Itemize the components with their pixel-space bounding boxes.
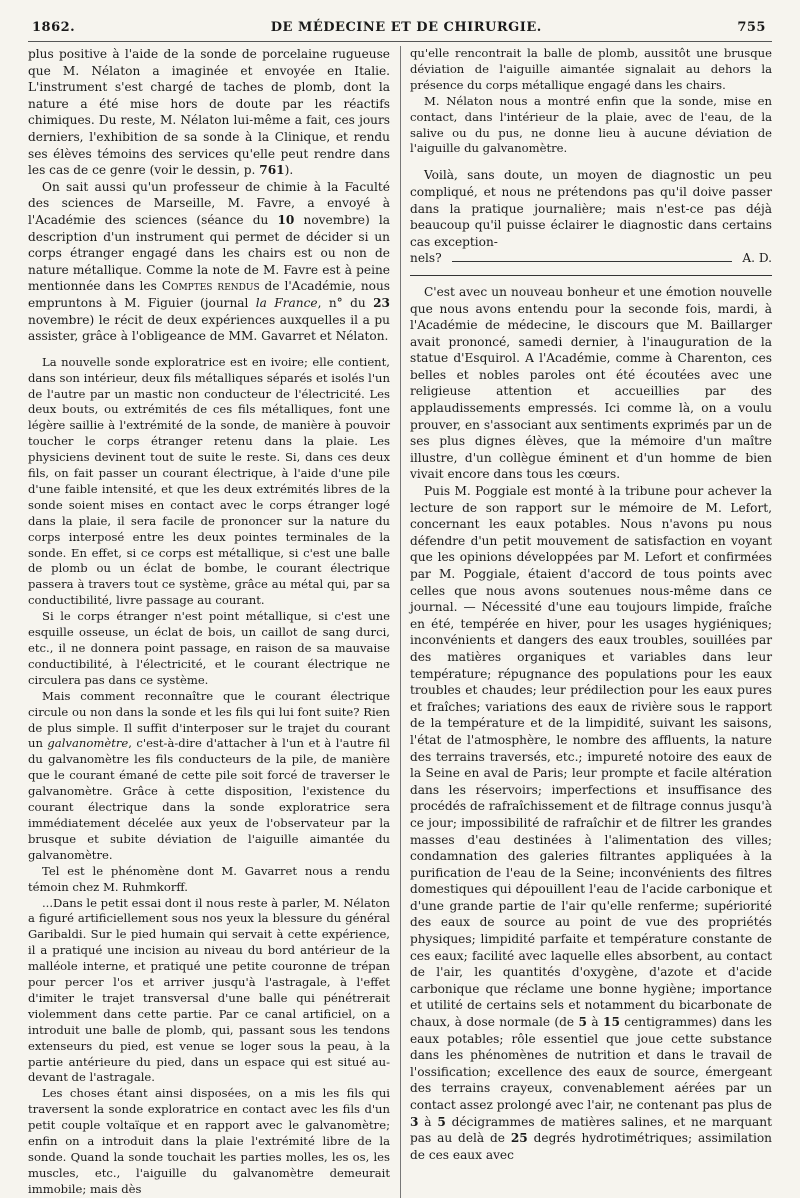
page-reference: 761 (259, 163, 285, 178)
left-paragraph-8: Les choses étant ainsi disposées, on a mis les fils qui traversent la sonde exploratrice en contact avec les fils d'un petit couple voltaïque et en rapport avec le galvanomètre; enfin on a introduit dans la plaie l'extrémité libre de la sonde. Quand la sonde touchait les parties molles, les os, les muscles, etc., l'aiguille du galvanomètre demeurait immobile; mais dès (28, 1086, 390, 1196)
section-rule (410, 275, 772, 276)
right-column (410, 46, 772, 1198)
number: 3 (410, 1114, 419, 1129)
text-run: ). (284, 163, 294, 178)
left-paragraph-6: Tel est le phénomène dont M. Gavarret nous a rendu témoin chez M. Ruhmkorff. (28, 863, 390, 894)
left-paragraph-5 (28, 689, 390, 864)
right-paragraph-4: C'est avec un nouveau bonheur et une émotion nouvelle que nous avons entendu pour la seconde fois, mardi, à l'Académie de médecine, le discours que M. Baillarger avait prononcé, samedi dernier, à l'inauguration de la statue d'Esquirol. A l'Académie, comme à Charenton, ces belles et nobles paroles ont été écoutées avec une religieuse attention et accueillies par des applaudissements empressés. Ici comme là, on a voulu prouver, en s'associant aux sentiments exprimés par un de ses plus dignes élèves, que la mémoire d'un maître illustre, d'un collègue éminent et d'un homme de bien vivait encore dans tous les cœurs. (410, 284, 772, 482)
text-run: novembre) la description d'un instrument qui permet de décider si un corps étranger engagé dans les chairs est ou non de nature métallique. Comme la note de M. Favre est à peine mentionnée dans les (28, 212, 390, 294)
right-paragraph-1: qu'elle rencontrait la balle de plomb, aussitôt une brusque déviation de l'aiguille aimantée signalait au dehors la présence du corps métallique engagé dans les chairs. (410, 46, 772, 92)
signature-lead: nels? (410, 251, 442, 266)
text-run: degrés hydrotimétriques; assimilation de ces eaux avec (410, 1131, 772, 1162)
term-galvanometre: galvanomètre (47, 736, 129, 751)
text-run: à (418, 1114, 438, 1129)
number: 25 (510, 1131, 528, 1146)
text-run: centigrammes) dans les eaux potables; rôle essentiel que joue cette substance dans les phénomènes de nutrition et dans le travail de l'ossification; excellence des eaux de source, émergeant des terrains crayeux, convenablement aérées par un contact assez prolongé avec l'air, ne contenant pas plus de (410, 1015, 772, 1112)
left-paragraph-1 (28, 46, 390, 179)
text-run: Mais comment reconnaître que le courant électrique circule ou non dans la sonde et les fils qui lui font suite? Rien de plus simple. Il suffit d'interposer sur le trajet du courant un (28, 688, 390, 751)
text-run: Puis M. Poggiale est monté à la tribune pour achever la lecture de son rapport sur le mémoire de M. Lefort, concernant les eaux potables. Nous n'avons pu nous défendre d'un petit mouvement de satisfaction en voyant que les opinions développées par M. Lefort et confirmées par M. Poggiale, étaient d'accord de tous points avec celles que nous avons soutenues nous-même dans ce journal. — Nécessité d'une eau toujours limpide, fraîche en été, tempérée en hiver, pour les usages hygiéniques; inconvénients et dangers des eaux troubles, souillées par des matières organiques et variables dans leur température; répugnance des populations pour les eaux troubles et chaudes; leur prédilection pour les eaux pures et fraîches; variations des eaux de rivière sous le rapport de la température et de la limpidité, suivant les saisons, l'état de l'atmosphère, le nombre des affluents, la nature des terrains traversés, etc.; impureté notoire des eaux de la Seine en aval de Paris; leur prompte et facile altération dans les réservoirs; imperfections et insuffisance des procédés de rafraîchissement et de filtrage connus jusqu'à ce jour; impossibilité de rafraîchir et de filtrer les grandes masses d'eau destinées à l'alimentation des villes; condamnation des galeries filtrantes appliquées à la purification de l'eau de la Seine; inconvénients des filtres domestiques qui dépouillent l'eau de l'acide carbonique et d'une grande partie de l'air qu'elle renferme; supériorité des eaux de source au point de vue des propriétés physiques; limpidité parfaite et température constante de ces eaux; facilité avec laquelle elles absorbent, au contact de l'air, les quantités d'oxygène, d'azote et d'acide carbonique que réclame une bonne hygiène; importance et utilité de certains sels et notamment du bicarbonate de chaux, à dose normale (de (410, 484, 772, 1030)
header-title: DE MÉDECINE ET DE CHIRURGIE. (270, 20, 542, 35)
text-run: On sait aussi qu'un professeur de chimie à la Faculté des sciences de Marseille, M. Favre, a envoyé à l'Académie des sciences (séance du (28, 179, 390, 227)
left-paragraph-3: La nouvelle sonde exploratrice est en ivoire; elle contient, dans son intérieur, deux fils métalliques séparés et isolés l'un de l'autre par un mastic non conducteur de l'électricité. Les deux bouts, ou extrémités de ces fils métalliques, font une légère saillie à l'extrémité de la sonde, de manière à pouvoir toucher le corps étranger retenu dans la plaie. Les physiciens devinent tout de suite le reste. Si, dans ces deux fils, on fait passer un courant électrique, à l'aide d'une pile d'une faible intensité, et que les deux extrémités libres de la sonde soient mises en contact avec le corps étranger logé dans la plaie, il sera facile de prononcer sur la nature du corps interposé entre les deux pointes terminales de la sonde. En effet, si ce corps est métallique, si c'est une balle de plomb ou un éclat de bombe, le courant électrique passera à travers tout ce système, grâce au métal qui, par sa conductibilité, livre passage au courant. (28, 354, 390, 608)
journal-name: la France (255, 295, 318, 310)
text-run: , c'est-à-dire d'attacher à l'un et à l'autre fil du galvanomètre les fils conducteurs de la pile, de manière que le courant émané de cette pile soit forcé de traverser le galvanomètre. Grâce à cette disposition, l'existence du courant électrique dans la sonde exploratrice sera immédiatement décelée aux yeux de l'observateur par la brusque et subite déviation de l'aiguille aimantée du galvanomètre. (28, 736, 390, 862)
text-run: plus positive à l'aide de la sonde de porcelaine rugueuse que M. Nélaton a imaginée et envoyée en Italie. L'instrument s'est chargé de taches de plomb, dont la nature a été mise hors de doute par les réactifs chimiques. Du reste, M. Nélaton lui-même a fait, ces jours derniers, l'exhibition de sa sonde à la Clinique, et rendu ses élèves témoins des services qu'elle peut rendre dans les cas de ce genre (voir le dessin, p. (28, 47, 390, 178)
number: 5 (578, 1015, 587, 1030)
left-paragraph-4: Si le corps étranger n'est point métallique, si c'est une esquille osseuse, un éclat de bois, un caillot de sang durci, etc., il ne donnera point passage, en raison de sa mauvaise conductibilité, à l'électricité, et le courant électrique ne circulera pas dans ce système. (28, 609, 390, 687)
number: 15 (603, 1015, 620, 1030)
left-column (28, 46, 390, 1198)
text-run: , n° du (317, 295, 374, 310)
signature-dash (452, 250, 733, 262)
text-run: novembre) le récit de deux expériences auxquelles il a pu assister, grâce à l'obligeance de MM. Gavarret et Nélaton. (28, 312, 390, 344)
number: 5 (437, 1114, 446, 1129)
left-paragraph-7: ...Dans le petit essai dont il nous reste à parler, M. Nélaton a figuré artificiellement sous nos yeux la blessure du général Garibaldi. Sur le pied humain qui servait à cette expérience, il a pratiqué une incision au niveau du bord antérieur de la malléole interne, et pratiqué une petite couronne de trépan pour percer l'os et arriver jusqu'à l'astragale, à l'effet d'imiter le trajet transversal d'une balle qui pénétrerait violemment dans cette partie. Par ce canal artificiel, on a introduit une balle de plomb, qui, passant sous les tendons extenseurs du pied, est venue se loger sous la peau, à la partie antérieure du pied, dans un espace qui est situé au-devant de l'astragale. (28, 895, 390, 1085)
text-columns (28, 46, 772, 1198)
text-run: décigrammes de matières salines, et ne marquant pas au delà de (410, 1114, 772, 1146)
text-run: de l'Académie, nous empruntons à M. Figuier (journal (28, 279, 390, 310)
spacer (410, 157, 772, 167)
date-number: 10 (277, 212, 295, 227)
column-divider (400, 46, 401, 1198)
right-paragraph-3: Voilà, sans doute, un moyen de diagnostic un peu compliqué, et nous ne prétendons pas qu'il doive passer dans la pratique journalière; mais n'est-ce pas déjà beaucoup qu'il puisse éclairer le diagnostic dans certains cas exception- (410, 168, 772, 249)
signature-line (410, 250, 772, 267)
header-page-number: 755 (737, 20, 766, 35)
left-paragraph-2 (28, 179, 390, 345)
spacer (28, 345, 390, 355)
right-paragraph-5 (410, 483, 772, 1163)
running-header (28, 20, 772, 42)
text-run: à (586, 1015, 603, 1030)
signature: A. D. (742, 251, 772, 266)
right-paragraph-2: M. Nélaton nous a montré enfin que la sonde, mise en contact, dans l'intérieur de la plaie, avec de l'eau, de la salive ou du pus, ne donne lieu à aucune déviation de l'aiguille du galvanomètre. (410, 93, 772, 156)
date-number: 23 (373, 295, 391, 310)
comptes-rendus: Comptes rendus (161, 279, 260, 294)
header-year: 1862. (32, 20, 76, 35)
